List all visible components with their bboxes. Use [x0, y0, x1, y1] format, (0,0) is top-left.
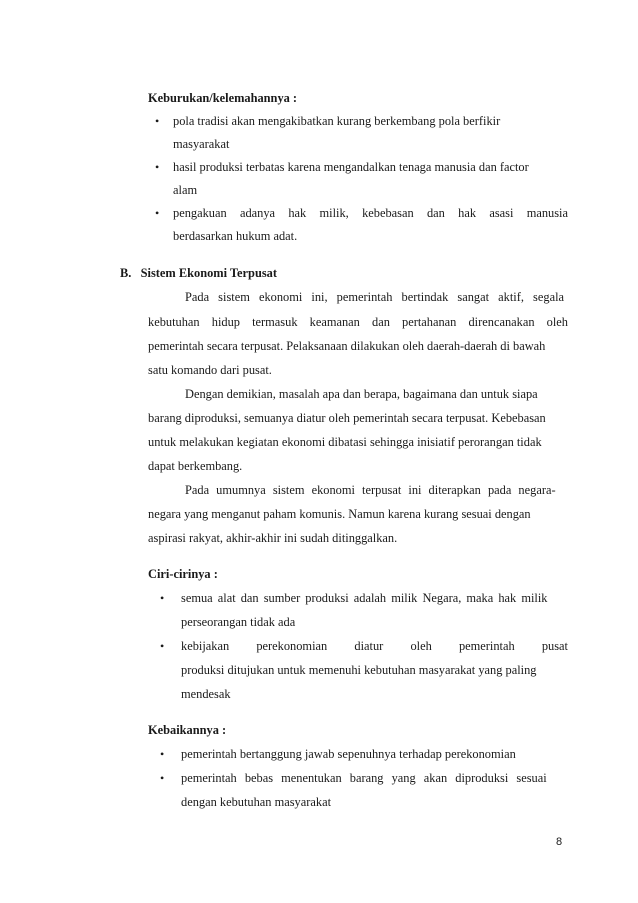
bullet-icon: •	[155, 114, 160, 128]
ciri-item-2-line-3: mendesak	[181, 687, 231, 701]
para1-line-2: kebutuhan hidup termasuk keamanan dan pertahanan direncanakan oleh	[148, 315, 568, 329]
bullet-icon: •	[160, 771, 165, 785]
ciri-item-2-line-1: kebijakan perekonomian diatur oleh pemerintah pusat	[181, 639, 568, 653]
section-b-heading: B. Sistem Ekonomi Terpusat	[120, 266, 277, 280]
keburukan-item-3-line-2: berdasarkan hukum adat.	[173, 229, 298, 243]
kebaikan-heading: Kebaikannya :	[148, 723, 227, 737]
para2-line-1: Dengan demikian, masalah apa dan berapa, bagaimana dan untuk siapa	[185, 387, 538, 401]
para1-line-3: pemerintah secara terpusat. Pelaksanaan dilakukan oleh daerah-daerah di bawah	[148, 339, 546, 353]
text-segment: pola tradisi akan mengakibatkan kurang berkembang pola berfikir	[173, 114, 501, 128]
para2-line-2: barang diproduksi, semuanya diatur oleh pemerintah secara terpusat. Kebebasan	[148, 411, 546, 425]
para3-line-2: negara yang menganut paham komunis. Namun karena kurang sesuai dengan	[148, 507, 531, 521]
keburukan-item-3-line-1: pengakuan adanya hak milik, kebebasan dan hak asasi manusia	[173, 206, 568, 220]
para1-line-1: Pada sistem ekonomi ini, pemerintah bertindak sangat aktif, segala	[185, 290, 565, 304]
para3-line-3: aspirasi rakyat, akhir-akhir ini sudah ditinggalkan.	[148, 531, 398, 545]
para2-line-4: dapat berkembang.	[148, 459, 243, 473]
para2-line-3: untuk melakukan kegiatan ekonomi dibatasi sehingga inisiatif perorangan tidak	[148, 435, 542, 449]
ciri-heading: Ciri-cirinya :	[148, 567, 218, 581]
bullet-icon: •	[155, 160, 160, 174]
keburukan-heading: Keburukan/kelemahannya :	[148, 91, 298, 105]
ciri-item-2-line-2: produksi ditujukan untuk memenuhi kebutuhan masyarakat yang paling	[181, 663, 537, 677]
bullet-icon: •	[160, 747, 165, 761]
kebaikan-item-1-line-1: pemerintah bertanggung jawab sepenuhnya terhadap perekonomian	[181, 747, 516, 761]
ciri-item-1-line-1: semua alat dan sumber produksi adalah milik Negara, maka hak milik	[181, 591, 548, 605]
page-number: 8	[556, 836, 563, 848]
kebaikan-item-2-line-2: dengan kebutuhan masyarakat	[181, 795, 332, 809]
keburukan-item-2-line-2: alam	[173, 183, 198, 197]
ciri-item-1-line-2: perseorangan tidak ada	[181, 615, 296, 629]
para3-line-1: Pada umumnya sistem ekonomi terpusat ini diterapkan pada negara-	[185, 483, 556, 497]
para1-line-4: satu komando dari pusat.	[148, 363, 272, 377]
bullet-icon: •	[160, 591, 165, 605]
keburukan-item-1-line-2: masyarakat	[173, 137, 230, 151]
bullet-icon: •	[160, 639, 165, 653]
keburukan-item-1-line-1	[173, 114, 563, 129]
bullet-icon: •	[155, 206, 160, 220]
kebaikan-item-2-line-1: pemerintah bebas menentukan barang yang akan diproduksi sesuai	[181, 771, 547, 785]
keburukan-item-2-line-1: hasil produksi terbatas karena mengandalkan tenaga manusia dan factor	[173, 160, 529, 174]
